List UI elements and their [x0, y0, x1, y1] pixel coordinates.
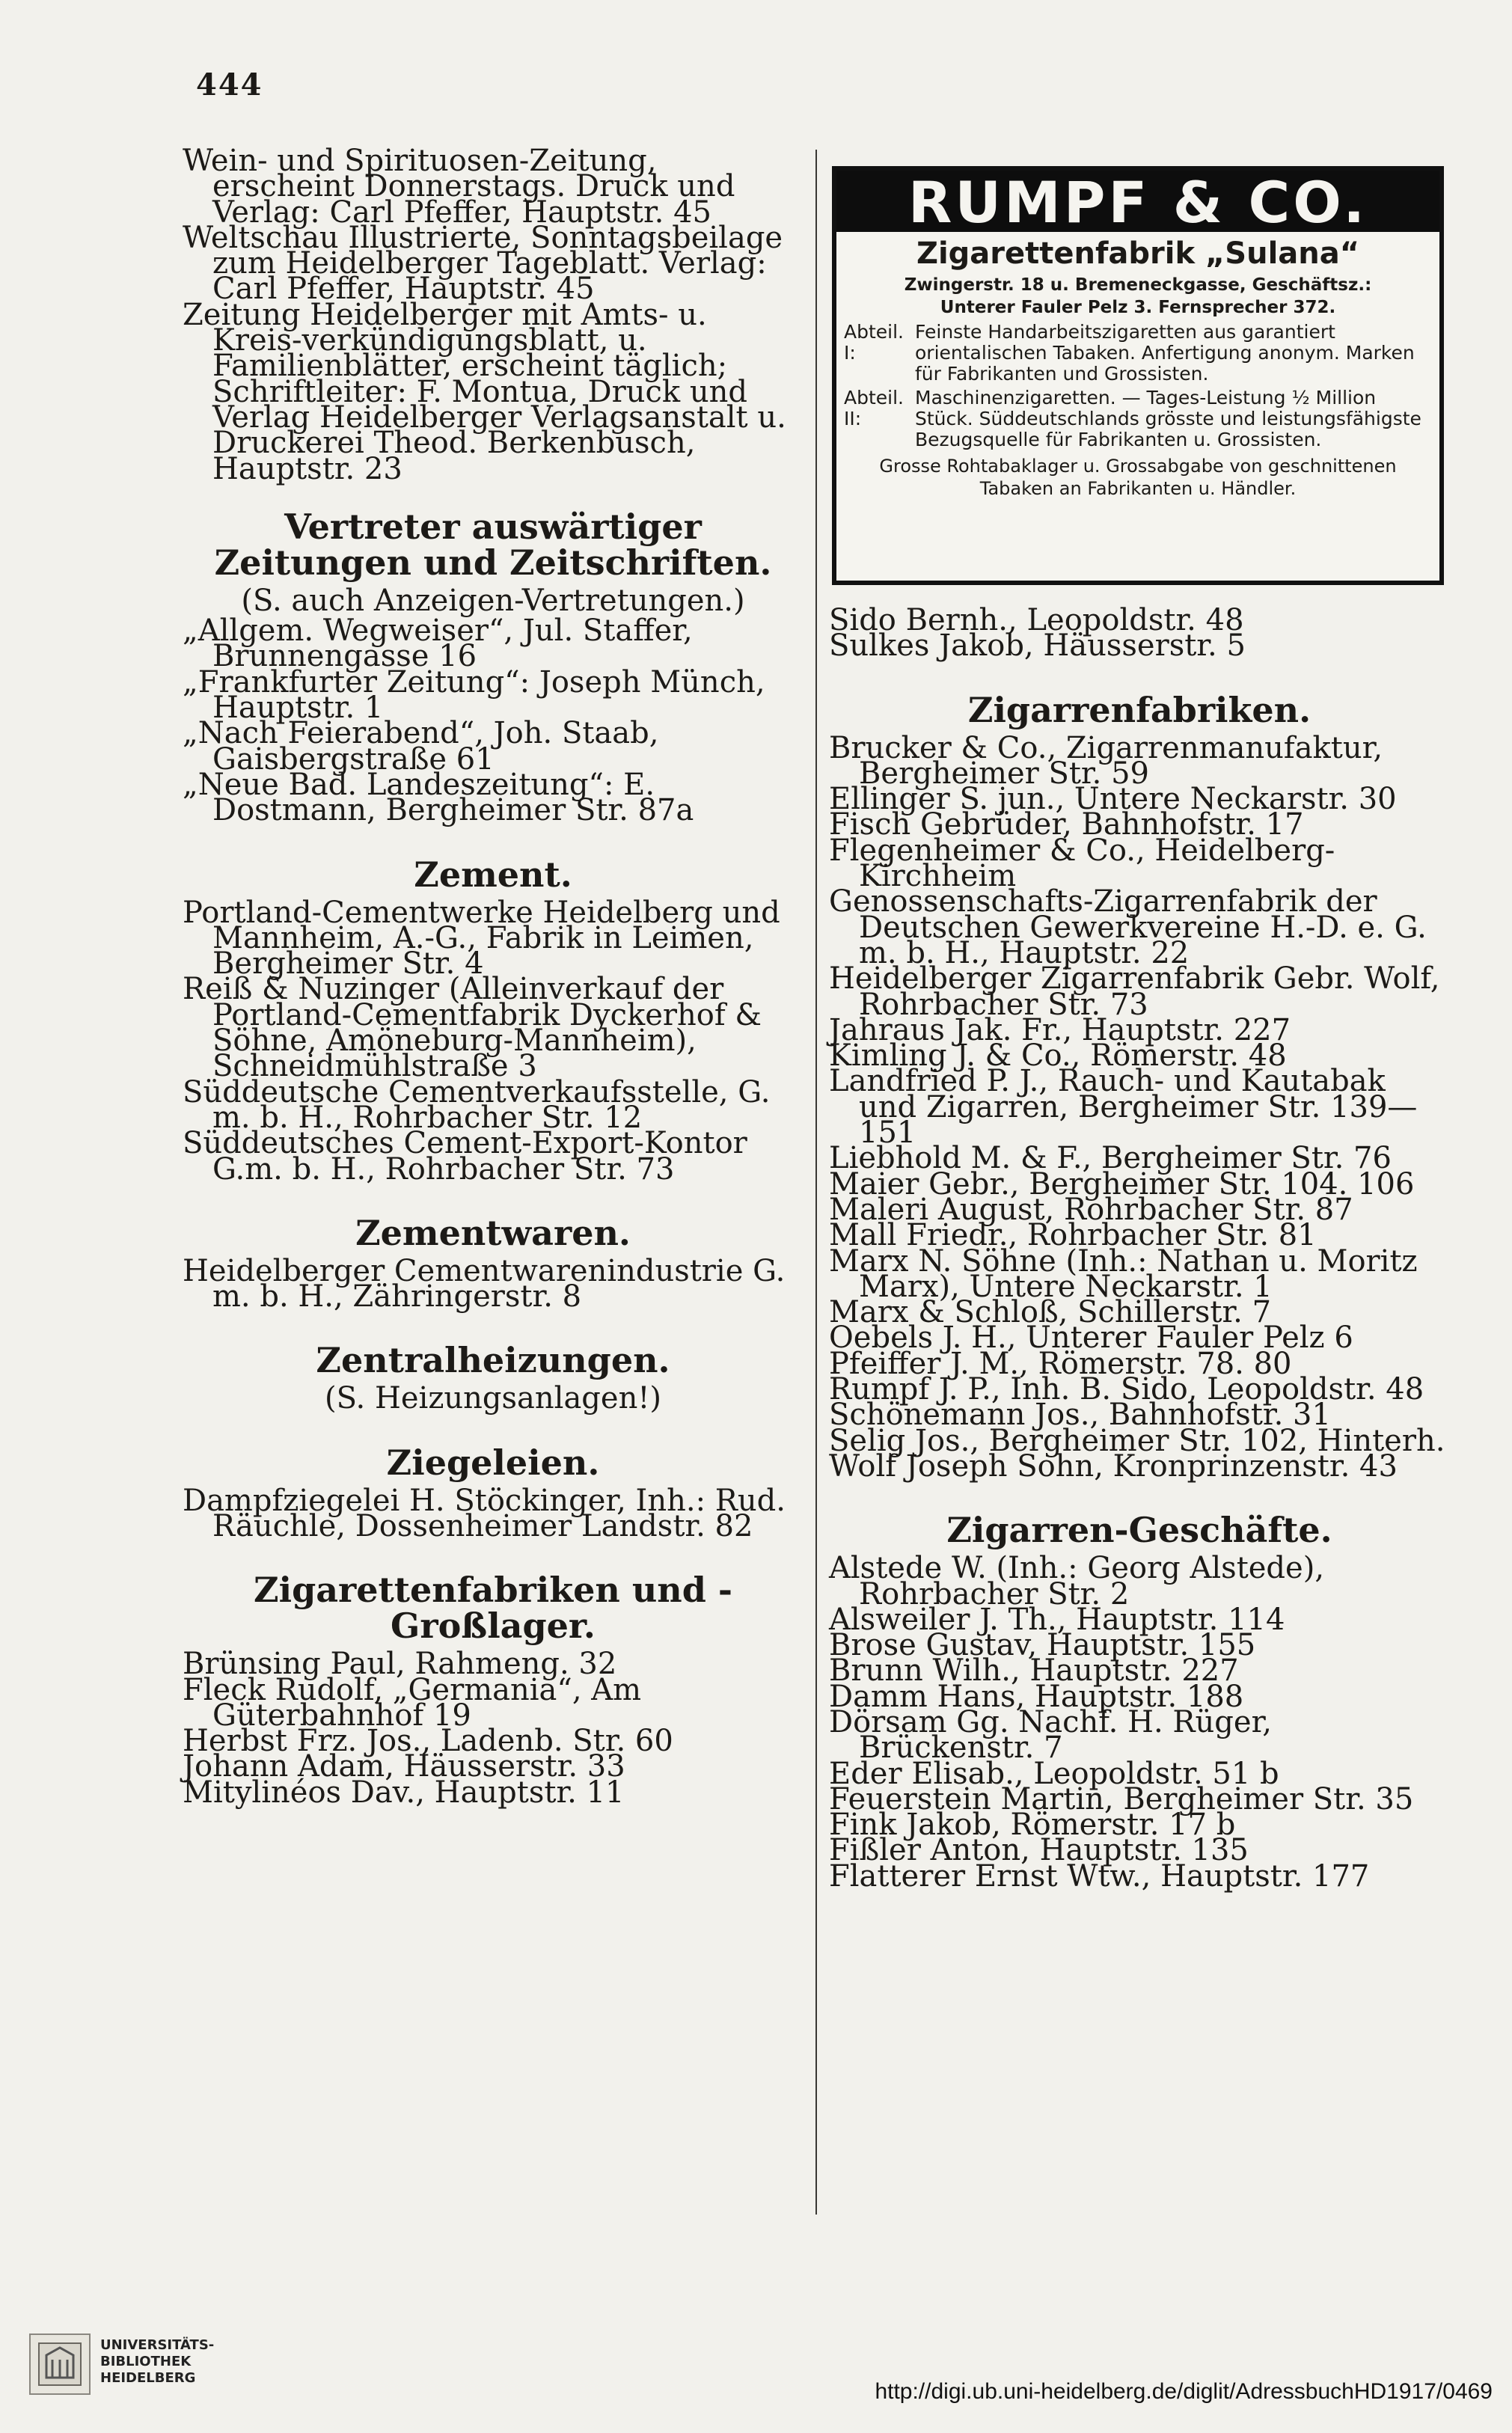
- ad-subtitle: Zigarettenfabrik „Sulana“: [916, 236, 1360, 271]
- column-divider: [815, 150, 817, 2215]
- list-item: Schönemann Jos., Bahnhofstr. 31: [829, 1398, 1331, 1433]
- list-item: Sulkes Jakob, Häusserstr. 5: [829, 628, 1246, 664]
- list-item: Marx N. Söhne (Inh.: Nathan u. Moritz Marx), Untere Neckarstr. 1: [829, 1243, 1418, 1304]
- ad-footer: Grosse Rohtabaklager u. Grossabgabe von geschnittenen Tabaken an Fabrikanten u. Händler.: [879, 456, 1397, 499]
- list-item: Feuerstein Martin, Bergheimer Str. 35: [829, 1781, 1414, 1817]
- list-item: Mall Friedr., Rohrbacher Str. 81: [829, 1218, 1317, 1253]
- library-name-line: HEIDELBERG: [100, 2370, 196, 2386]
- ad-department-label: Abteil. I:: [844, 321, 904, 364]
- ad-department-text: Feinste Handarbeitszigaretten aus garantiert orientalischen Tabaken. Anfertigung anonym. Marken für Fabrikanten und Grossisten.: [915, 321, 1415, 385]
- list-item: Mitylinéos Dav., Hauptstr. 11: [183, 1775, 625, 1810]
- list-item: Wolf Joseph Sohn, Kronprinzenstr. 43: [829, 1448, 1398, 1484]
- list-item: Oebels J. H., Unterer Fauler Pelz 6: [829, 1320, 1353, 1356]
- list-item: Genossenschafts-Zigarrenfabrik der Deutschen Gewerkvereine H.-D. e. G. m. b. H., Hauptstr. 22: [829, 884, 1427, 970]
- list-item: Maier Gebr., Bergheimer Str. 104. 106: [829, 1166, 1415, 1202]
- list-item: Pfeiffer J. M., Römerstr. 78. 80: [829, 1346, 1292, 1381]
- ad-address: Zwingerstr. 18 u. Bremeneckgasse, Geschäftsz.:: [904, 275, 1372, 295]
- library-name: [100, 2337, 214, 2387]
- list-item: Ellinger S. jun., Untere Neckarstr. 30: [829, 782, 1397, 817]
- list-item: Alstede W. (Inh.: Georg Alstede), Rohrbacher Str. 2: [829, 1551, 1325, 1612]
- ad-department-text: Maschinenzigaretten. — Tages-Leistung ½ Million Stück. Süddeutschlands grösste und leistungsfähigste Bezugsquelle für Fabrikanten u. Grossisten.: [915, 387, 1421, 450]
- library-seal-icon: [28, 2333, 91, 2396]
- list-item: Brünsing Paul, Rahmeng. 32: [183, 1647, 617, 1682]
- list-item: „Allgem. Wegweiser“, Jul. Staffer, Brunnengasse 16: [183, 613, 693, 674]
- list-item: Süddeutsches Cement-Export-Kontor G.m. b. H., Rohrbacher Str. 73: [183, 1126, 747, 1187]
- list-item: Heidelberger Zigarrenfabrik Gebr. Wolf, Rohrbacher Str. 73: [829, 961, 1440, 1022]
- list-item: Dörsam Gg. Nachf. H. Rüger, Brückenstr. 7: [829, 1704, 1273, 1766]
- section-heading: Zementwaren.: [355, 1212, 631, 1253]
- list-item: Sido Bernh., Leopoldstr. 48: [829, 603, 1244, 637]
- advertisement-box: [832, 166, 1444, 585]
- section-heading: Zigarrenfabriken.: [967, 689, 1311, 730]
- left-column: [183, 144, 804, 1810]
- ad-department-label: Abteil. II:: [844, 387, 904, 429]
- section-note: (S. auch Anzeigen-Vertretungen.): [241, 583, 745, 618]
- library-name-line: BIBLIOTHEK: [100, 2354, 192, 2369]
- list-item: Fisch Gebrüder, Bahnhofstr. 17: [829, 807, 1304, 842]
- list-item: Maleri August, Rohrbacher Str. 87: [829, 1192, 1353, 1227]
- section-heading: Zement.: [414, 854, 572, 895]
- list-item: Wein- und Spirituosen-Zeitung, erscheint Donnerstags. Druck und Verlag: Carl Pfeffer, Hauptstr. 45: [183, 144, 735, 230]
- library-logo: [28, 2327, 215, 2409]
- list-item: Portland-Cementwerke Heidelberg und Mannheim, A.-G., Fabrik in Leimen, Bergheimer Str. 4: [183, 895, 780, 982]
- list-item: „Neue Bad. Landeszeitung“: E. Dostmann, Bergheimer Str. 87a: [183, 767, 694, 828]
- list-item: „Nach Feierabend“, Joh. Staab, Gaisbergstraße 61: [183, 716, 659, 777]
- list-item: Brose Gustav, Hauptstr. 155: [829, 1628, 1256, 1663]
- ad-department: [844, 388, 1432, 450]
- list-item: Fink Jakob, Römerstr. 17 b: [829, 1808, 1236, 1843]
- list-item: Liebhold M. & F., Bergheimer Str. 76: [829, 1141, 1392, 1176]
- section-heading: Zigarren-Geschäfte.: [946, 1510, 1332, 1551]
- page-number: 444: [196, 67, 263, 102]
- list-item: Alsweiler J. Th., Hauptstr. 114: [829, 1602, 1285, 1637]
- ad-department: [844, 322, 1432, 385]
- list-item: Rumpf J. P., Inh. B. Sido, Leopoldstr. 48: [829, 1372, 1424, 1407]
- list-item: Kimling J. & Co., Römerstr. 48: [829, 1038, 1287, 1074]
- list-item: Marx & Schloß, Schillerstr. 7: [829, 1295, 1272, 1330]
- list-item: Johann Adam, Häusserstr. 33: [183, 1749, 625, 1784]
- section-heading: Zigarettenfabriken und -Großlager.: [254, 1570, 732, 1647]
- list-item: Herbst Frz. Jos., Ladenb. Str. 60: [183, 1724, 673, 1759]
- list-item: Eder Elisab., Leopoldstr. 51 b: [829, 1756, 1279, 1791]
- list-item: Flatterer Ernst Wtw., Hauptstr. 177: [829, 1858, 1370, 1894]
- list-item: Brucker & Co., Zigarrenmanufaktur, Bergheimer Str. 59: [829, 730, 1383, 791]
- list-item: Fißler Anton, Hauptstr. 135: [829, 1833, 1249, 1868]
- list-item: „Frankfurter Zeitung“: Joseph Münch, Hauptstr. 1: [183, 664, 765, 726]
- list-item: Selig Jos., Bergheimer Str. 102, Hinterh.: [829, 1423, 1445, 1458]
- ad-title: RUMPF & CO.: [836, 171, 1439, 232]
- section-heading: Vertreter auswärtiger Zeitungen und Zeitschriften.: [214, 506, 772, 583]
- list-item: Zeitung Heidelberger mit Amts- u. Kreis-verkündigungsblatt, u. Familienblätter, erscheint täglich; Schriftleiter: F. Montua, Druck und Verlag Heidelberger Verlagsanstalt u. Druckerei Theod. Berkenbusch, Hauptstr. 23: [183, 297, 786, 486]
- right-column: [829, 603, 1450, 1894]
- list-item: Jahraus Jak. Fr., Hauptstr. 227: [829, 1012, 1291, 1047]
- section-heading: Ziegeleien.: [386, 1442, 600, 1483]
- library-name-line: UNIVERSITÄTS-: [100, 2337, 215, 2353]
- section-heading: Zentralheizungen.: [316, 1340, 670, 1381]
- list-item: Landfried P. J., Rauch- und Kautabak und Zigarren, Bergheimer Str. 139—151: [829, 1064, 1418, 1151]
- list-item: Dampfziegelei H. Stöckinger, Inh.: Rud. Räuchle, Dossenheimer Landstr. 82: [183, 1483, 786, 1543]
- source-url[interactable]: http://digi.ub.uni-heidelberg.de/diglit/AdressbuchHD1917/0469: [875, 2379, 1493, 2404]
- list-item: Flegenheimer & Co., Heidelberg-Kirchheim: [829, 833, 1335, 894]
- ad-address: Unterer Fauler Pelz 3. Fernsprecher 372.: [940, 298, 1336, 317]
- list-item: Weltschau Illustrierte, Sonntagsbeilage zum Heidelberger Tageblatt. Verlag: Carl Pfeffer, Hauptstr. 45: [183, 220, 783, 307]
- list-item: Brunn Wilh., Hauptstr. 227: [829, 1653, 1239, 1689]
- list-item: Süddeutsche Cementverkaufsstelle, G. m. b. H., Rohrbacher Str. 12: [183, 1074, 771, 1135]
- list-item: Fleck Rudolf, „Germania“, Am Güterbahnhof 19: [183, 1672, 642, 1733]
- section-note: (S. Heizungsanlagen!): [324, 1381, 662, 1416]
- list-item: Damm Hans, Hauptstr. 188: [829, 1679, 1244, 1714]
- list-item: Reiß & Nuzinger (Alleinverkauf der Portland-Cementfabrik Dyckerhof & Söhne, Amöneburg-Mannheim), Schneidmühlstraße 3: [183, 972, 762, 1084]
- list-item: Heidelberger Cementwarenindustrie G. m. b. H., Zähringerstr. 8: [183, 1253, 786, 1315]
